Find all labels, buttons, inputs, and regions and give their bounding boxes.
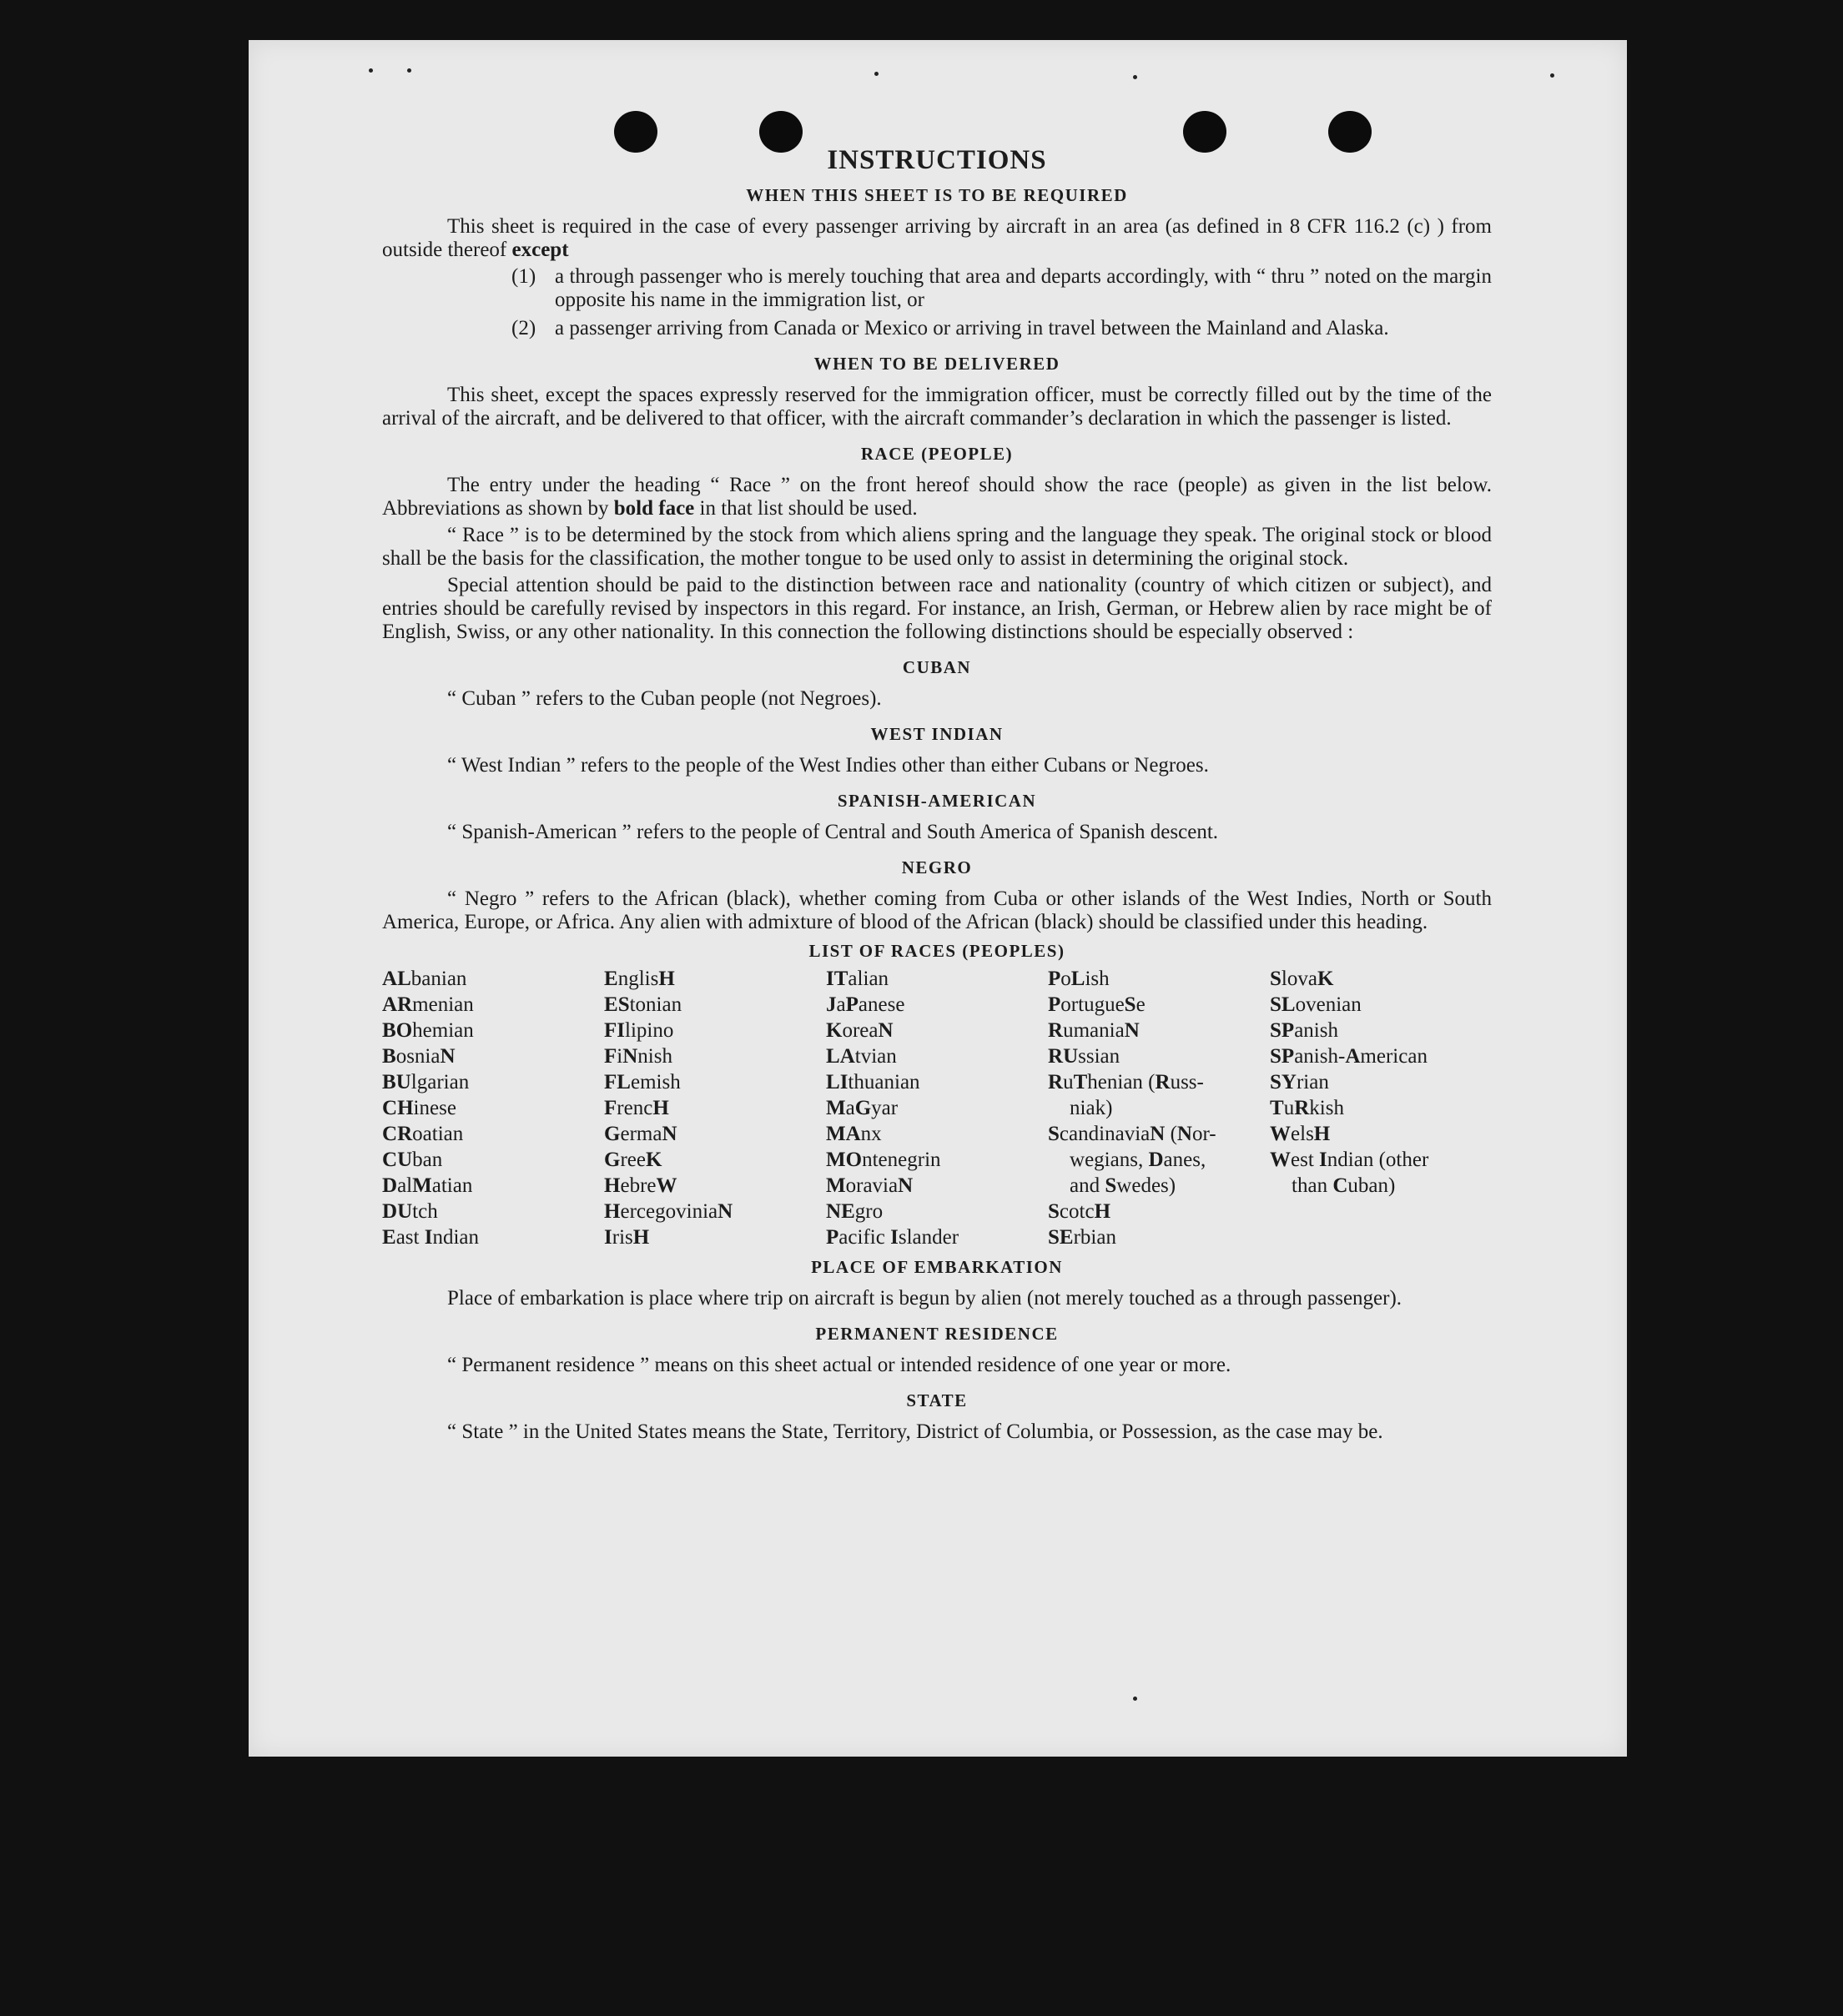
race-entry: BUlgarian [382, 1071, 470, 1093]
race-column [1270, 966, 1492, 1250]
cuban-text: “ Cuban ” refers to the Cuban people (not Negroes). [447, 687, 882, 710]
state-text: “ State ” in the United States means the State, Territory, District of Columbia, or Possession, as the case may be. [447, 1420, 1383, 1443]
list-of-races-heading: LIST OF RACES (PEOPLES) [808, 941, 1065, 961]
race-paragraph-1: The entry under the heading “ Race ” on the front hereof should show the race (people) as given in the list below. Abbreviations as shown by bold face in that list should be used. [382, 474, 1492, 520]
race-column [826, 966, 1048, 1250]
race-entry: HebreW [604, 1174, 677, 1197]
race-entry: PoLish [1048, 968, 1110, 990]
exception-item: (1) a through passenger who is merely touching that area and departs accordingly, with “ thru ” noted on the margin opposite his name in the immigration list, or [511, 265, 1492, 311]
race-entry: SYrian [1270, 1071, 1329, 1093]
speck [1550, 73, 1554, 78]
race-entry: ITalian [826, 968, 889, 990]
negro-text: “ Negro ” refers to the African (black), whether coming from Cuba or other islands of the West Indies, North or South America, Europe, or Africa. Any alien with admixture of blood of the African (black) should be classified under this heading. [382, 887, 1492, 933]
race-entry: WelsH [1270, 1123, 1331, 1145]
race-entry: SPanish [1270, 1019, 1338, 1042]
speck [874, 72, 879, 76]
residence-heading: PERMANENT RESIDENCE [815, 1324, 1059, 1344]
west-indian-heading: WEST INDIAN [870, 724, 1004, 744]
race-entry: MOntenegrin [826, 1149, 941, 1171]
state-heading: STATE [906, 1390, 968, 1410]
negro-heading: NEGRO [901, 857, 973, 877]
race-entry: FIlipino [604, 1019, 674, 1042]
race-entry: KoreaN [826, 1019, 894, 1042]
race-paragraph-2: “ Race ” is to be determined by the stock from which aliens spring and the language they speak. The original stock or blood shall be the basis for the classification, the mother tongue to be used only to assist in determining the original stock. [382, 524, 1492, 570]
race-entry: Pacific Islander [826, 1226, 959, 1249]
embarkation-heading: PLACE OF EMBARKATION [811, 1257, 1063, 1277]
speck [407, 68, 411, 73]
race-entry: IrisH [604, 1226, 650, 1249]
race-entry: MoraviaN [826, 1174, 914, 1197]
speck [1133, 75, 1137, 79]
embarkation-text: Place of embarkation is place where trip on aircraft is begun by alien (not merely touched as a through passenger). [447, 1287, 1402, 1310]
race-paragraph-3: Special attention should be paid to the distinction between race and nationality (country of which citizen or subject), and entries should be carefully revised by inspectors in this regard. For instance, an Irish, German, or Hebrew alien by race might be of English, Swiss, or any other nationality. In this connection the following distinctions should be especially observed : [382, 574, 1492, 643]
west-indian-text: “ West Indian ” refers to the people of the West Indies other than either Cubans or Negroes. [447, 754, 1209, 777]
race-entry: EnglisH [604, 968, 675, 990]
race-entry: NEgro [826, 1200, 884, 1223]
race-entry: SErbian [1048, 1226, 1116, 1249]
punch-hole [1328, 111, 1372, 153]
race-entry: ScotcH [1048, 1200, 1111, 1223]
race-entry: DalMatian [382, 1174, 473, 1197]
race-entry: SlovaK [1270, 968, 1334, 990]
punch-hole [614, 111, 657, 153]
race-entry: BOhemian [382, 1019, 474, 1042]
punch-hole [1183, 111, 1226, 153]
race-entry: and Swedes) [1070, 1174, 1176, 1197]
spanish-american-heading: SPANISH-AMERICAN [837, 791, 1037, 811]
race-entry: HercegoviniaN [604, 1200, 733, 1223]
race-entry: CHinese [382, 1097, 456, 1119]
race-entry: niak) [1070, 1097, 1113, 1119]
race-entry: CRoatian [382, 1123, 464, 1145]
race-entry: RUssian [1048, 1045, 1120, 1068]
race-entry: ScandinaviaN (Nor- [1048, 1123, 1216, 1145]
race-entry: PortugueSe [1048, 993, 1146, 1016]
race-heading: RACE (PEOPLE) [860, 444, 1014, 464]
race-entry: MaGyar [826, 1097, 899, 1119]
when-delivered-heading: WHEN TO BE DELIVERED [813, 354, 1060, 374]
cuban-heading: CUBAN [902, 657, 972, 677]
exception-item: (2) a passenger arriving from Canada or Mexico or arriving in travel between the Mainland and Alaska. [511, 317, 1389, 339]
race-entry: EStonian [604, 993, 682, 1016]
race-entry: FLemish [604, 1071, 681, 1093]
race-entry: DUtch [382, 1200, 438, 1223]
race-entry: CUban [382, 1149, 443, 1171]
race-entry: FrencH [604, 1097, 669, 1119]
speck [369, 68, 373, 73]
race-entry: East Indian [382, 1226, 480, 1249]
race-entry: than Cuban) [1292, 1174, 1396, 1197]
race-entry: SPanish-American [1270, 1045, 1428, 1068]
instructions-content [382, 145, 1492, 1447]
race-entry: FiNnish [604, 1045, 672, 1068]
race-entry: SLovenian [1270, 993, 1362, 1016]
race-entry: GermaN [604, 1123, 677, 1145]
spanish-american-text: “ Spanish-American ” refers to the people of Central and South America of Spanish descent. [447, 821, 1219, 843]
race-entry: RumaniaN [1048, 1019, 1140, 1042]
race-column [604, 966, 826, 1250]
race-entry: West Indian (other [1270, 1149, 1429, 1171]
when-delivered-text: This sheet, except the spaces expressly reserved for the immigration officer, must be correctly filled out by the time of the arrival of the aircraft, and be delivered to that officer, with the aircraft commander’s declaration in which the passenger is listed. [382, 384, 1492, 430]
race-entry: TuRkish [1270, 1097, 1344, 1119]
race-entry: wegians, Danes, [1070, 1149, 1206, 1171]
race-entry: BosniaN [382, 1045, 456, 1068]
race-entry: GreeK [604, 1149, 662, 1171]
residence-text: “ Permanent residence ” means on this sheet actual or intended residence of one year or more. [447, 1354, 1231, 1376]
document-title: INSTRUCTIONS [827, 145, 1047, 175]
document-sheet [249, 40, 1627, 1757]
punch-hole [759, 111, 803, 153]
race-entry: RuThenian (Russ- [1048, 1071, 1204, 1093]
when-required-heading: WHEN THIS SHEET IS TO BE REQUIRED [746, 185, 1128, 205]
speck [1133, 1697, 1137, 1701]
race-entry: LAtvian [826, 1045, 897, 1068]
race-column [382, 966, 604, 1250]
race-entry: ALbanian [382, 968, 467, 990]
race-entry: MAnx [826, 1123, 882, 1145]
race-list [382, 966, 1492, 1250]
race-entry: JaPanese [826, 993, 905, 1016]
race-entry: LIthuanian [826, 1071, 920, 1093]
race-column [1048, 966, 1270, 1250]
when-required-intro: This sheet is required in the case of every passenger arriving by aircraft in an area (as defined in 8 CFR 116.2 (c) ) from outside thereof except [382, 215, 1492, 261]
race-entry: ARmenian [382, 993, 474, 1016]
